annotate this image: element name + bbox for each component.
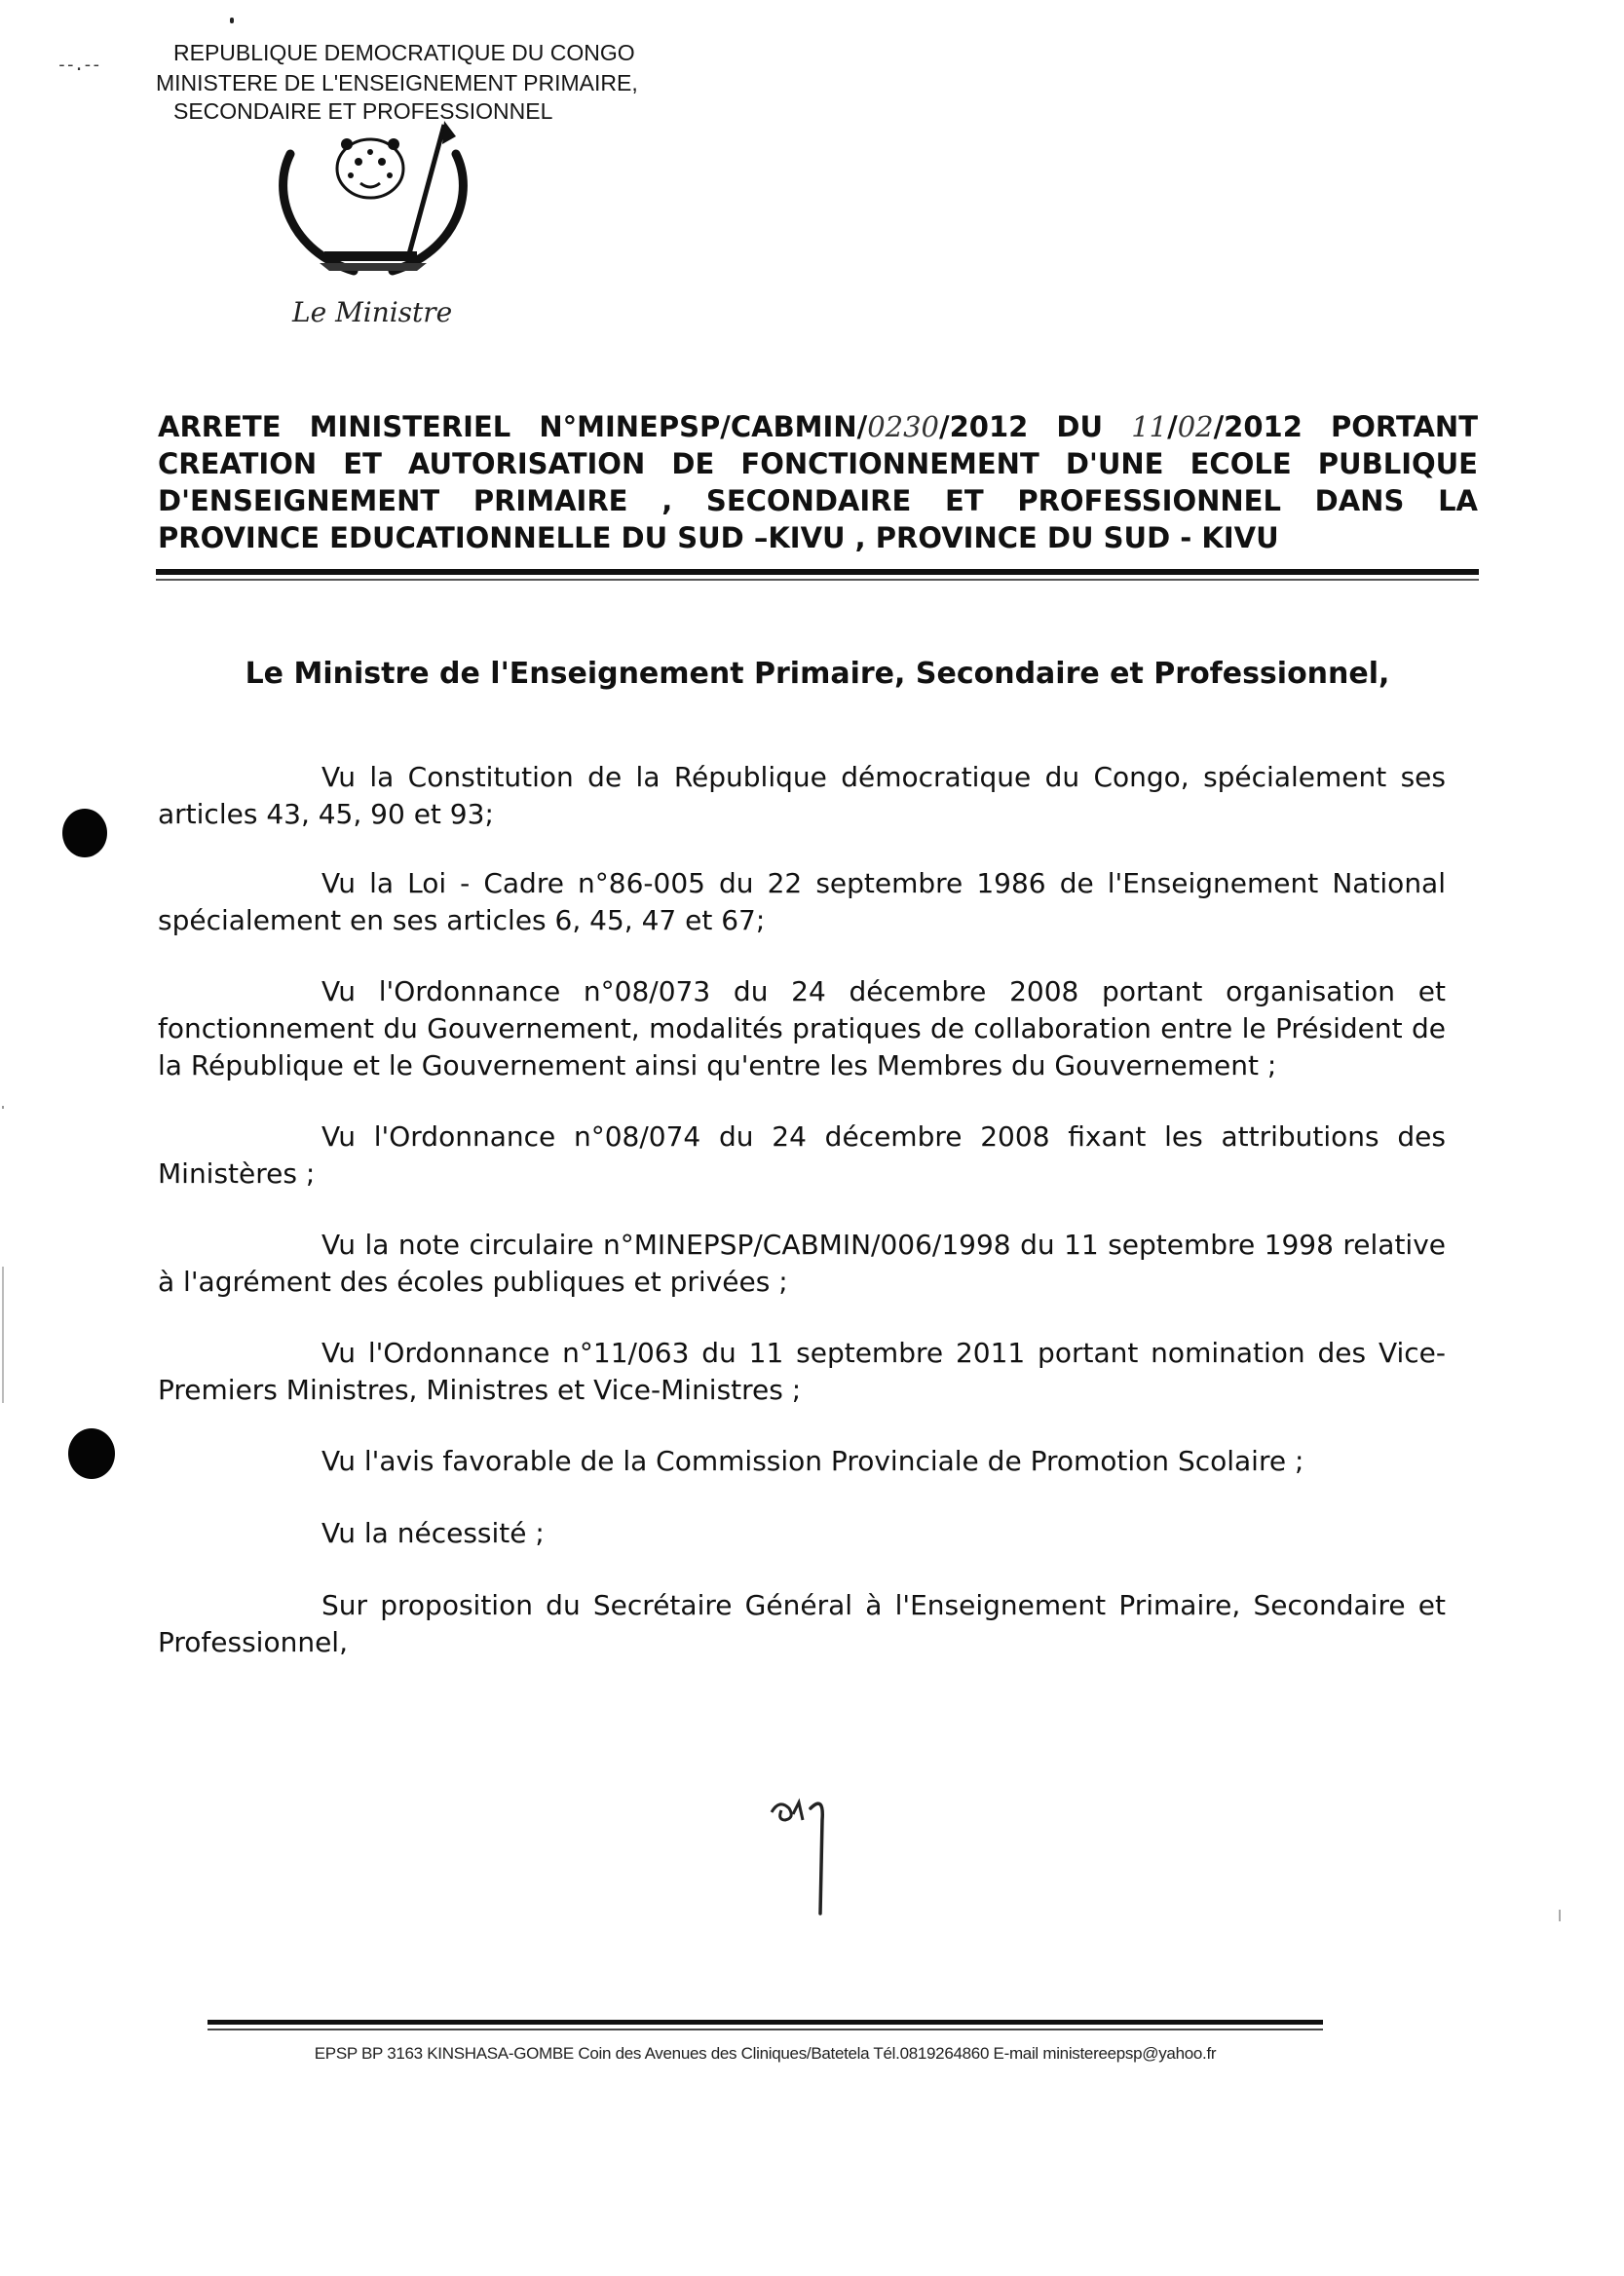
title-divider-thin xyxy=(156,579,1479,581)
recital-paragraph: Vu l'Ordonnance n°11/063 du 11 septembre 2011 portant nomination des Vice-Premiers Ministres, Ministres et Vice-Ministres ; xyxy=(158,1337,1446,1406)
country-name: REPUBLIQUE DEMOCRATIQUE DU CONGO xyxy=(173,40,635,65)
recital-paragraph: Vu la Constitution de la République démocratique du Congo, spécialement ses articles 43, 45, 90 et 93; xyxy=(158,761,1446,830)
recital-paragraph: Vu la note circulaire n°MINEPSP/CABMIN/006/1998 du 11 septembre 1998 relative à l'agrément des écoles publiques et privées ; xyxy=(158,1229,1446,1298)
margin-mark xyxy=(1559,1910,1561,1921)
recital-paragraph: Vu l'Ordonnance n°08/074 du 24 décembre 2008 fixant les attributions des Ministères ; xyxy=(158,1120,1446,1190)
coat-of-arms-icon xyxy=(261,115,485,281)
scan-speck xyxy=(230,18,234,23)
ministry-name-line2: SECONDAIRE ET PROFESSIONNEL xyxy=(173,98,553,124)
recital-paragraph: Vu la nécessité ; xyxy=(321,1517,545,1549)
margin-dash-mark: ‐‐.‐‐ xyxy=(57,55,100,75)
punch-hole xyxy=(68,1428,115,1479)
handwritten-signature xyxy=(760,1791,867,1917)
footer-divider-thin xyxy=(208,2029,1323,2030)
margin-mark xyxy=(2,1106,4,1109)
margin-mark xyxy=(2,1267,4,1403)
footer-divider xyxy=(208,2020,1323,2025)
title-part-2: /2012 DU xyxy=(939,410,1132,443)
punch-hole xyxy=(62,809,107,857)
decree-day-handwritten: 11 xyxy=(1131,410,1168,443)
preamble-heading: Le Ministre de l'Enseignement Primaire, Secondaire et Professionnel, xyxy=(245,657,1390,691)
recital-paragraph: Vu la Loi - Cadre n°86-005 du 22 septembre 1986 de l'Enseignement National spécialement en ses articles 6, 45, 47 et 67; xyxy=(158,867,1446,936)
title-date-separator: / xyxy=(1167,410,1178,443)
decree-number-handwritten: 0230 xyxy=(867,410,939,443)
decree-month-handwritten: 02 xyxy=(1177,410,1214,443)
title-part-1: ARRETE MINISTERIEL N°MINEPSP/CABMIN/ xyxy=(158,410,868,443)
recital-paragraph: Sur proposition du Secrétaire Général à l'Enseignement Primaire, Secondaire et Professionnel, xyxy=(158,1589,1446,1658)
recital-paragraph: Vu l'avis favorable de la Commission Provinciale de Promotion Scolaire ; xyxy=(321,1445,1304,1477)
recital-paragraph: Vu l'Ordonnance n°08/073 du 24 décembre 2008 portant organisation et fonctionnement du Gouvernement, modalités pratiques de collaboration entre le Président de la République et le Gouvernement ainsi qu'entre les Membres du Gouvernement ; xyxy=(158,975,1446,1081)
ministry-name-line1: MINISTERE DE L'ENSEIGNEMENT PRIMAIRE, xyxy=(156,70,638,95)
footer-contact: EPSP BP 3163 KINSHASA-GOMBE Coin des Avenues des Cliniques/Batetela Tél.0819264860 E-mail ministereepsp@yahoo.fr xyxy=(314,2044,1217,2063)
title-part-3: /2012 PORTANT CREATION ET AUTORISATION DE FONCTIONNEMENT D'UNE ECOLE PUBLIQUE D'ENSEIGNEMENT PRIMAIRE , SECONDAIRE ET PROFESSIONNEL DANS LA PROVINCE EDUCATIONNELLE DU SUD –KIVU , PROVINCE DU SUD - KIVU xyxy=(158,410,1478,554)
decree-title xyxy=(158,408,1478,556)
minister-signature-label: Le Ministre xyxy=(292,296,453,328)
title-divider xyxy=(156,569,1479,575)
